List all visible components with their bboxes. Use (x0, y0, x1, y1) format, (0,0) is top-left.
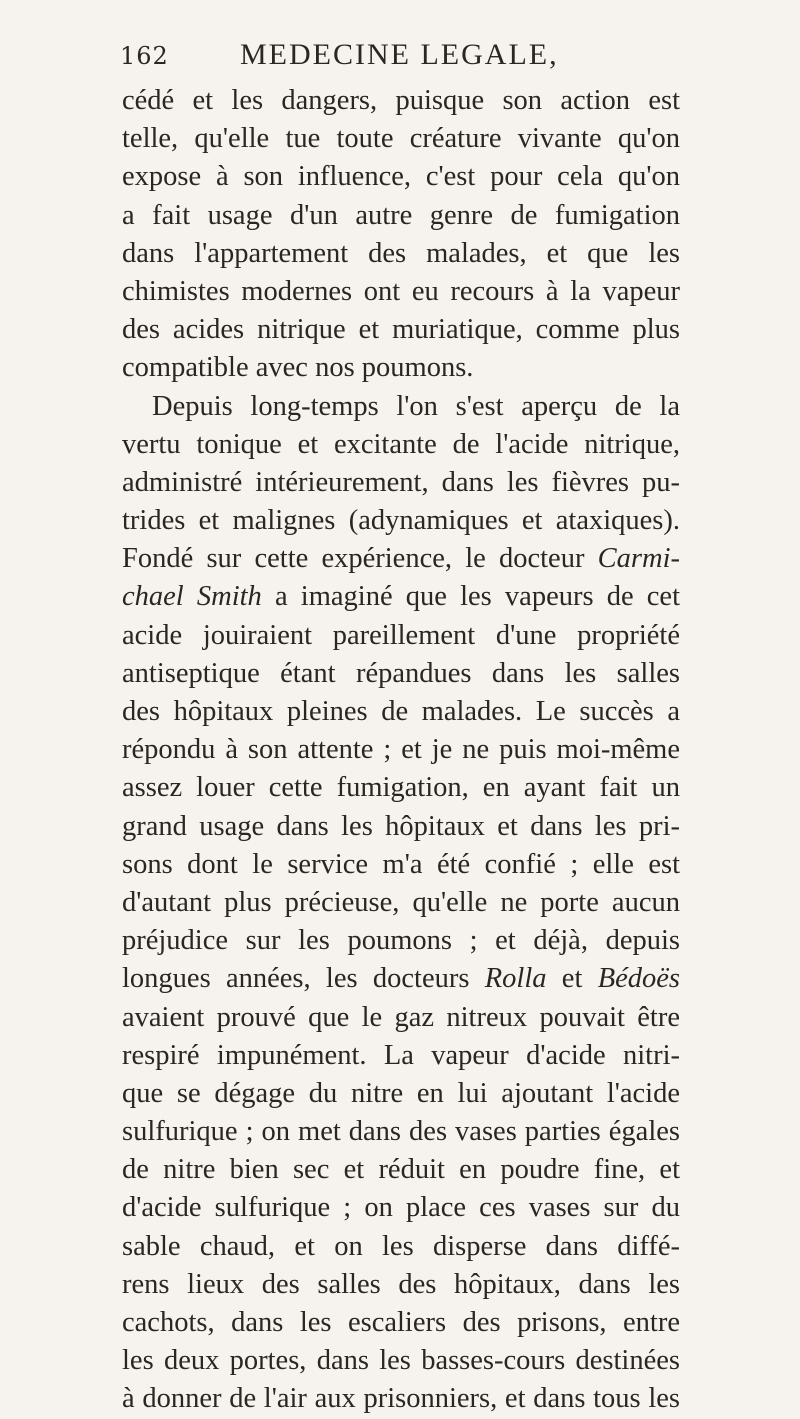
text-line: que se dégage du nitre en lui ajoutant l'acide (122, 1077, 680, 1109)
text-line: cédé et les dangers, puisque son action est (122, 85, 680, 116)
text-line: chimistes modernes ont eu recours à la vapeur (122, 275, 680, 307)
text-line: trides et malignes (adynamiques et ataxiques). (122, 505, 680, 537)
text-line: des hôpitaux pleines de malades. Le succès a (122, 696, 680, 727)
author-name-bedoes: Bédoës (597, 963, 680, 995)
page-header (120, 38, 680, 78)
text-line: avaient prouvé que le gaz nitreux pouvait être (122, 1001, 680, 1033)
text-line: sable chaud, et on les disperse dans diffé- (122, 1230, 680, 1262)
text-line: d'acide sulfurique ; on place ces vases sur du (122, 1192, 680, 1224)
text-line: antiseptique étant répandues dans les salles (122, 657, 680, 689)
page-number: 162 (120, 42, 169, 70)
text-line: sulfurique ; on met dans des vases parties égales (122, 1116, 680, 1148)
text-line: cachots, dans les escaliers des prisons, entre (122, 1307, 680, 1338)
text-segment: longues années, les docteurs (122, 963, 485, 995)
text-line-with-name (122, 540, 680, 578)
author-name-carmichael: Carmi- (597, 543, 680, 575)
text-segment: et (546, 963, 598, 995)
text-line: à donner de l'air aux prisonniers, et dans tous les (122, 1383, 680, 1415)
text-line: sons dont le service m'a été confié ; elle est (122, 848, 680, 880)
text-line: acide jouiraient pareillement d'une propriété (122, 619, 680, 651)
author-name-smith: chael Smith (122, 581, 262, 613)
text-line: les deux portes, dans les basses-cours destinées (122, 1345, 680, 1377)
text-line: telle, qu'elle tue toute créature vivante qu'on (122, 123, 680, 155)
running-head: MEDECINE LEGALE, (240, 38, 559, 71)
text-line: respiré impunément. La vapeur d'acide nitri- (122, 1039, 680, 1071)
text-line: dans l'appartement des malades, et que les (122, 237, 680, 269)
text-line: vertu tonique et excitante de l'acide nitrique, (122, 428, 680, 460)
text-line: rens lieux des salles des hôpitaux, dans les (122, 1268, 680, 1300)
text-segment: Fondé sur cette expérience, le docteur (122, 543, 598, 575)
text-line: compatible avec nos poumons. (122, 352, 474, 384)
text-line: répondu à son attente ; et je ne puis moi-même (122, 734, 680, 766)
text-line-with-name (122, 578, 680, 616)
text-line: assez louer cette fumigation, en ayant fait un (122, 772, 680, 804)
text-line: Depuis long-temps l'on s'est aperçu de la (152, 390, 680, 422)
author-name-rolla: Rolla (484, 963, 547, 995)
body-text (122, 82, 680, 1419)
text-line: des acides nitrique et muriatique, comme plus (122, 314, 680, 346)
text-line-with-name (122, 960, 680, 998)
text-line: d'autant plus précieuse, qu'elle ne porte aucun (122, 886, 680, 918)
text-line: préjudice sur les poumons ; et déjà, depuis (122, 925, 680, 957)
text-segment: a imaginé que les vapeurs de cet (261, 581, 680, 613)
text-line: a fait usage d'un autre genre de fumigation (122, 199, 680, 231)
text-line: de nitre bien sec et réduit en poudre fine, et (122, 1154, 680, 1186)
text-line: expose à son influence, c'est pour cela qu'on (122, 161, 680, 193)
text-line: grand usage dans les hôpitaux et dans les pri- (122, 810, 680, 842)
text-line: administré intérieurement, dans les fièvres pu- (122, 466, 680, 498)
